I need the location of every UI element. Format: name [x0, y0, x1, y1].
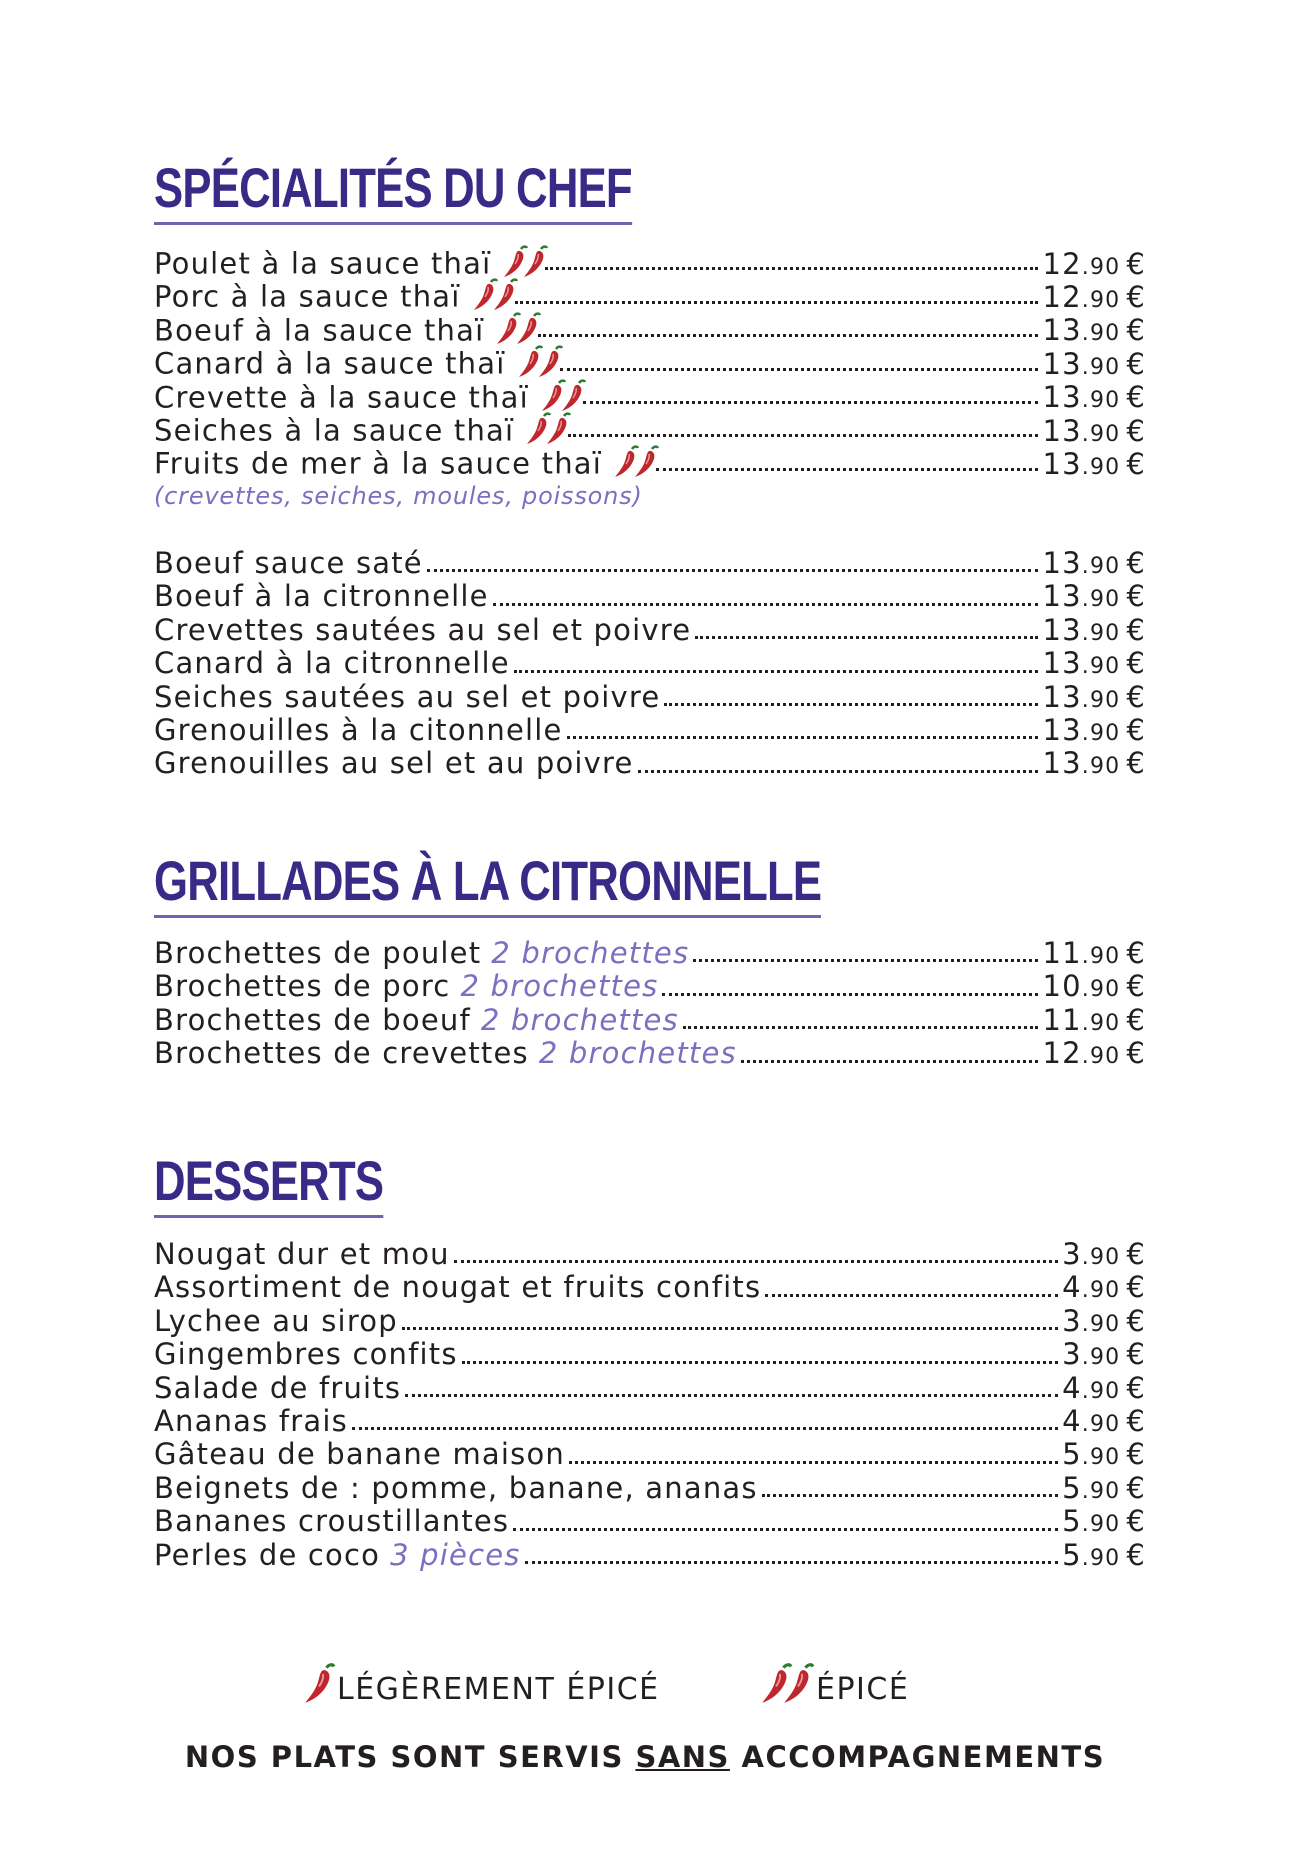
- item-name: [154, 1004, 679, 1037]
- menu-item: [154, 345, 1146, 381]
- item-name: [154, 747, 634, 780]
- item-name-text: Ananas frais: [154, 1403, 348, 1438]
- currency-symbol: €: [1126, 579, 1146, 614]
- price-cents: .90: [1081, 288, 1121, 314]
- item-name-text: Crevette à la sauce thaï: [154, 380, 529, 415]
- dot-leader: [560, 368, 1039, 371]
- item-price: [1062, 1405, 1146, 1441]
- item-name-text: Beignets de : pomme, banane, ananas: [154, 1470, 758, 1505]
- section-title: GRILLADES À LA CITRONNELLE: [154, 853, 821, 918]
- dot-leader: [662, 993, 1038, 996]
- legend-mild: [305, 1668, 660, 1710]
- menu-item: [154, 245, 1146, 281]
- item-price: [1042, 1004, 1146, 1040]
- item-name: [154, 547, 423, 580]
- currency-symbol: €: [1126, 447, 1146, 482]
- price-main: 5: [1062, 1504, 1082, 1539]
- item-name-text: Bananes croustillantes: [154, 1504, 510, 1539]
- footer-text-before: NOS PLATS SONT SERVIS: [184, 1740, 636, 1774]
- footer-text-underlined: SANS: [635, 1740, 730, 1774]
- item-name: [154, 1438, 565, 1471]
- item-name: [154, 1539, 521, 1572]
- item-name-text: Gâteau de banane maison: [154, 1437, 565, 1472]
- dot-leader: [454, 1260, 1058, 1263]
- item-name: [154, 1271, 761, 1304]
- item-price: [1042, 714, 1146, 750]
- menu-item: [154, 1405, 1146, 1438]
- section-grillades: [154, 849, 1146, 918]
- menu-item: [154, 1037, 1146, 1070]
- dot-leader: [741, 1060, 1039, 1063]
- price-main: 4: [1062, 1403, 1082, 1438]
- price-cents: .90: [1081, 1345, 1121, 1371]
- legend-spicy: [762, 1668, 909, 1710]
- dot-leader: [352, 1427, 1058, 1430]
- price-main: 13: [1042, 447, 1082, 482]
- price-main: 5: [1062, 1470, 1082, 1505]
- item-name-text: Nougat dur et mou: [154, 1237, 450, 1271]
- currency-symbol: €: [1126, 380, 1146, 415]
- price-cents: .90: [1081, 587, 1121, 613]
- item-price: [1042, 1037, 1146, 1073]
- item-price: [1042, 747, 1146, 783]
- item-name: [154, 1037, 737, 1070]
- item-name: [154, 1305, 398, 1338]
- item-price: [1062, 1338, 1146, 1374]
- item-portion-note: 3 pièces: [390, 1537, 521, 1572]
- item-name-text: Brochettes de porc: [154, 969, 451, 1004]
- currency-symbol: €: [1126, 1437, 1146, 1472]
- currency-symbol: €: [1126, 712, 1146, 747]
- chili-pepper-icon: [521, 245, 549, 279]
- currency-symbol: €: [1126, 679, 1146, 714]
- price-main: 10: [1042, 969, 1082, 1004]
- price-cents: .90: [1081, 754, 1121, 780]
- chili-pepper-icon: [536, 345, 564, 379]
- currency-symbol: €: [1126, 1370, 1146, 1405]
- dot-leader: [567, 736, 1039, 739]
- menu-item: [154, 1539, 1146, 1572]
- menu-item: [154, 1372, 1146, 1405]
- dot-leader: [545, 267, 1038, 270]
- menu-item: [154, 937, 1146, 970]
- menu-item: [154, 1338, 1146, 1371]
- chili-pepper-icon: [514, 312, 542, 346]
- menu-item: [154, 747, 1146, 780]
- item-price: [1062, 1372, 1146, 1408]
- price-main: 13: [1042, 546, 1082, 580]
- menu-item: [154, 970, 1146, 1003]
- price-main: 13: [1042, 346, 1082, 381]
- item-price: [1042, 937, 1146, 973]
- price-cents: .90: [1081, 1445, 1121, 1471]
- item-price: [1042, 580, 1146, 616]
- item-name-text: Grenouilles à la citonnelle: [154, 712, 563, 747]
- item-name-text: Canard à la sauce thaï: [154, 346, 506, 381]
- menu-item: [154, 445, 1146, 482]
- chili-pepper-icon: [491, 278, 519, 312]
- price-main: 13: [1042, 746, 1082, 781]
- item-name: [154, 1472, 758, 1505]
- currency-symbol: €: [1126, 1537, 1146, 1572]
- item-name-text: Boeuf à la sauce thaï: [154, 313, 485, 348]
- item-price: [1042, 348, 1146, 384]
- menu-item: [154, 614, 1146, 647]
- item-name-text: Lychee au sirop: [154, 1303, 398, 1338]
- item-name-text: Perles de coco: [154, 1537, 381, 1572]
- price-cents: .90: [1081, 654, 1121, 680]
- item-price: [1062, 1271, 1146, 1307]
- menu-item: [154, 312, 1146, 348]
- item-list-specialites-other: [154, 547, 1146, 781]
- item-name-text: Canard à la citronnelle: [154, 646, 510, 681]
- item-name-text: Brochettes de poulet: [154, 936, 482, 970]
- item-portion-note: 2 brochettes: [480, 1002, 679, 1037]
- price-cents: .90: [1081, 1245, 1121, 1270]
- price-cents: .90: [1081, 1311, 1121, 1337]
- price-main: 13: [1042, 712, 1082, 747]
- price-cents: .90: [1081, 1378, 1121, 1404]
- price-cents: .90: [1081, 1478, 1121, 1504]
- spice-legend: [0, 1668, 1290, 1728]
- dot-leader: [402, 1327, 1058, 1330]
- item-price: [1042, 547, 1146, 583]
- price-cents: .90: [1081, 254, 1121, 280]
- price-cents: .90: [1081, 977, 1121, 1003]
- group-note: (crevettes, seiches, moules, poissons): [154, 481, 643, 510]
- price-cents: .90: [1081, 455, 1121, 481]
- price-main: 12: [1042, 1036, 1082, 1071]
- price-main: 13: [1042, 679, 1082, 714]
- item-price: [1062, 1539, 1146, 1575]
- item-name: [154, 1505, 509, 1538]
- item-price: [1042, 448, 1146, 484]
- price-main: 4: [1062, 1370, 1082, 1405]
- currency-symbol: €: [1126, 246, 1146, 281]
- dot-leader: [765, 1294, 1058, 1297]
- item-price: [1042, 647, 1146, 683]
- price-cents: .90: [1081, 1512, 1121, 1538]
- dot-leader: [513, 1528, 1058, 1531]
- dot-leader: [525, 1561, 1059, 1564]
- dot-leader: [462, 1361, 1058, 1364]
- item-name: [154, 647, 510, 680]
- price-cents: .90: [1081, 388, 1121, 414]
- item-price: [1042, 415, 1146, 451]
- menu-item: [154, 1472, 1146, 1505]
- price-main: 12: [1042, 280, 1082, 315]
- price-main: 5: [1062, 1437, 1082, 1472]
- item-price: [1042, 614, 1146, 650]
- item-name: [154, 1238, 450, 1271]
- currency-symbol: €: [1126, 546, 1146, 580]
- currency-symbol: €: [1126, 1337, 1146, 1372]
- price-main: 13: [1042, 579, 1082, 614]
- menu-item: [154, 547, 1146, 580]
- item-name-text: Seiches sautées au sel et poivre: [154, 679, 661, 714]
- item-price: [1042, 681, 1146, 717]
- item-price: [1062, 1505, 1146, 1541]
- menu-item: [154, 714, 1146, 747]
- price-cents: .90: [1081, 620, 1121, 646]
- item-price: [1042, 381, 1146, 417]
- section-title: DESSERTS: [154, 1153, 383, 1218]
- item-name-text: Salade de fruits: [154, 1370, 402, 1405]
- dot-leader: [538, 334, 1038, 337]
- item-name-text: Brochettes de crevettes: [154, 1036, 529, 1071]
- dot-leader: [638, 770, 1039, 773]
- price-cents: .90: [1081, 1545, 1121, 1571]
- item-price: [1042, 314, 1146, 350]
- currency-symbol: €: [1126, 280, 1146, 315]
- chili-pepper-icon: [781, 1663, 816, 1706]
- currency-symbol: €: [1126, 413, 1146, 448]
- item-name-text: Assortiment de nougat et fruits confits: [154, 1270, 762, 1305]
- price-cents: .90: [1081, 321, 1121, 347]
- menu-item: [154, 647, 1146, 680]
- price-cents: .90: [1081, 421, 1121, 447]
- menu-item: [154, 580, 1146, 613]
- currency-symbol: €: [1126, 646, 1146, 681]
- dot-leader: [514, 670, 1039, 673]
- menu-item: [154, 681, 1146, 714]
- currency-symbol: €: [1126, 1002, 1146, 1037]
- menu-item: [154, 412, 1146, 448]
- chili-pepper-icon: [559, 379, 587, 413]
- item-name-text: Seiches à la sauce thaï: [154, 413, 515, 448]
- dot-leader: [762, 1494, 1058, 1497]
- currency-symbol: €: [1126, 1470, 1146, 1505]
- currency-symbol: €: [1126, 1303, 1146, 1338]
- price-main: 11: [1042, 936, 1082, 970]
- section-desserts: [154, 1149, 1146, 1218]
- chili-pepper-icon: [305, 1668, 327, 1710]
- dot-leader: [583, 401, 1039, 404]
- price-cents: .90: [1081, 720, 1121, 746]
- price-cents: .90: [1081, 944, 1121, 969]
- price-main: 13: [1042, 413, 1082, 448]
- chili-pepper-icon: [544, 412, 572, 446]
- dot-leader: [568, 434, 1038, 437]
- item-name-text: Fruits de mer à la sauce thaï: [154, 447, 603, 482]
- price-main: 4: [1062, 1270, 1082, 1305]
- footer-text-after: ACCOMPAGNEMENTS: [729, 1740, 1106, 1774]
- currency-symbol: €: [1126, 346, 1146, 381]
- item-name: [154, 1338, 458, 1371]
- section-specialites: [154, 156, 1146, 225]
- item-portion-note: 2 brochettes: [491, 936, 690, 970]
- item-price: [1042, 281, 1146, 317]
- price-cents: .90: [1081, 687, 1121, 713]
- item-price: [1062, 1438, 1146, 1474]
- menu-item: [154, 1271, 1146, 1304]
- currency-symbol: €: [1126, 313, 1146, 348]
- price-cents: .90: [1081, 354, 1121, 380]
- price-main: 12: [1042, 246, 1082, 281]
- price-main: 3: [1062, 1337, 1082, 1372]
- currency-symbol: €: [1126, 1504, 1146, 1539]
- price-main: 11: [1042, 1002, 1082, 1037]
- chili-pepper-icon: [302, 1663, 337, 1706]
- item-list-grillades: [154, 937, 1146, 1071]
- dot-leader: [693, 959, 1038, 962]
- legend-spicy-label: ÉPICÉ: [816, 1671, 910, 1707]
- item-name-text: Boeuf à la citronnelle: [154, 579, 489, 614]
- price-main: 5: [1062, 1537, 1082, 1572]
- item-price: [1062, 1472, 1146, 1508]
- dot-leader: [695, 636, 1038, 639]
- dot-leader: [569, 1461, 1058, 1464]
- dot-leader: [683, 1026, 1039, 1029]
- item-name: [154, 714, 563, 747]
- price-main: 3: [1062, 1303, 1082, 1338]
- menu-item: [154, 1438, 1146, 1471]
- dot-leader: [493, 603, 1039, 606]
- item-name-text: Boeuf sauce saté: [154, 546, 423, 580]
- item-name-text: Poulet à la sauce thaï: [154, 246, 492, 281]
- item-name-text: Porc à la sauce thaï: [154, 280, 461, 315]
- price-main: 13: [1042, 380, 1082, 415]
- dot-leader: [515, 301, 1039, 304]
- section-title: SPÉCIALITÉS DU CHEF: [154, 160, 632, 225]
- price-cents: .90: [1081, 554, 1121, 579]
- item-name-text: Crevettes sautées au sel et poivre: [154, 612, 692, 647]
- menu-item: [154, 1505, 1146, 1538]
- price-cents: .90: [1081, 1278, 1121, 1304]
- item-list-desserts: [154, 1238, 1146, 1572]
- item-name-text: Gingembres confits: [154, 1337, 458, 1372]
- currency-symbol: €: [1126, 612, 1146, 647]
- item-portion-note: 2 brochettes: [538, 1036, 737, 1071]
- currency-symbol: €: [1126, 1237, 1146, 1271]
- price-main: 13: [1042, 646, 1082, 681]
- price-cents: .90: [1081, 1044, 1121, 1070]
- menu-item: [154, 1004, 1146, 1037]
- currency-symbol: €: [1126, 1403, 1146, 1438]
- item-name: [154, 681, 660, 714]
- item-price: [1042, 248, 1146, 284]
- item-portion-note: 2 brochettes: [460, 969, 659, 1004]
- legend-mild-label: LÉGÈREMENT ÉPICÉ: [337, 1671, 660, 1707]
- dot-leader: [664, 703, 1038, 706]
- price-main: 13: [1042, 612, 1082, 647]
- menu-item: [154, 379, 1146, 415]
- currency-symbol: €: [1126, 1270, 1146, 1305]
- currency-symbol: €: [1126, 936, 1146, 970]
- currency-symbol: €: [1126, 1036, 1146, 1071]
- item-name: [154, 614, 691, 647]
- chili-pepper-icon: [632, 445, 660, 479]
- price-cents: .90: [1081, 1411, 1121, 1437]
- currency-symbol: €: [1126, 746, 1146, 781]
- item-name: [154, 580, 489, 613]
- item-name-text: Brochettes de boeuf: [154, 1002, 471, 1037]
- dot-leader: [656, 468, 1038, 471]
- item-price: [1062, 1305, 1146, 1341]
- item-name-text: Grenouilles au sel et au poivre: [154, 746, 634, 781]
- currency-symbol: €: [1126, 969, 1146, 1004]
- menu-item: [154, 278, 1146, 315]
- item-name: [154, 970, 658, 1003]
- item-name: [154, 937, 689, 970]
- dot-leader: [427, 569, 1039, 572]
- item-name: [154, 1372, 401, 1405]
- item-list-specialites-thai: [154, 245, 1146, 513]
- item-price: [1042, 970, 1146, 1006]
- chili-pepper-icon: [762, 1668, 806, 1710]
- price-cents: .90: [1081, 1010, 1121, 1036]
- menu-item: [154, 1238, 1146, 1271]
- item-name: [154, 1405, 348, 1438]
- dot-leader: [405, 1394, 1058, 1397]
- price-main: 13: [1042, 313, 1082, 348]
- price-main: 3: [1062, 1237, 1082, 1271]
- footer-note: [0, 1740, 1290, 1774]
- menu-item: [154, 1305, 1146, 1338]
- item-price: [1062, 1238, 1146, 1274]
